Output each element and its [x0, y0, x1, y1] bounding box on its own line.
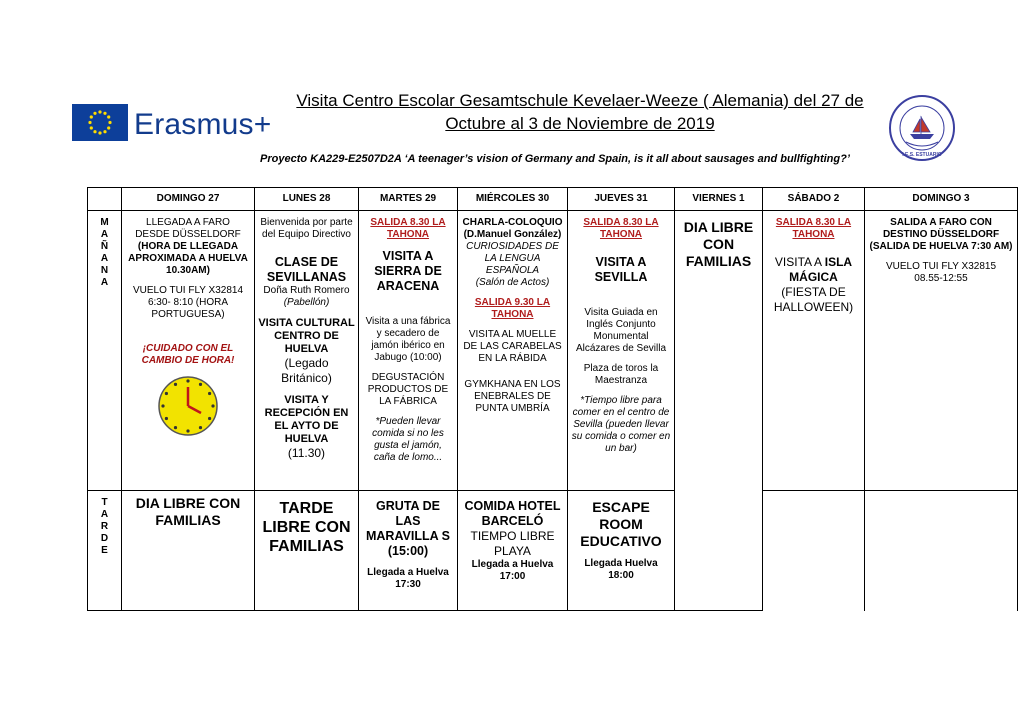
cell-text: (11.30) [287, 446, 326, 460]
day-header: VIERNES 1 [675, 188, 763, 211]
morning-row [88, 211, 1018, 491]
day-header: JUEVES 31 [568, 188, 675, 211]
eu-stars-icon [72, 104, 128, 141]
cell-tuesday-29-afternoon [359, 491, 458, 611]
cell-thursday-31-morning [568, 211, 675, 491]
cell-text: Visita Guiada en Inglés Conjunto Monumental Alcázares de Sevilla [575, 307, 667, 354]
afternoon-letter: E [101, 545, 108, 556]
departure-note: SALIDA 8.30 LA TAHONA [583, 217, 659, 240]
cell-text: DESDE DÜSSELDORF [135, 229, 241, 240]
cell-text: Llegada a Huelva 17:00 [471, 559, 554, 582]
school-seal-logo [888, 94, 956, 162]
erasmus-logo-text: Erasmus+ [134, 108, 272, 141]
cell-text: CLASE DE SEVILLANAS [266, 255, 347, 284]
cell-text: 6:30- 8:10 (HORA PORTUGUESA) [147, 297, 229, 320]
title-line-2: Octubre al 3 de Noviembre de 2019 [445, 114, 715, 133]
cell-text: CURIOSIDADES DE LA LENGUA ESPAÑOLA [466, 241, 559, 276]
cell-wednesday-30-afternoon [458, 491, 568, 611]
afternoon-letter: T [101, 497, 108, 508]
clock-icon [157, 375, 219, 437]
cell-text: Doña Ruth Romero [263, 285, 350, 296]
afternoon-label [88, 491, 122, 611]
cell-saturday-2-afternoon [763, 491, 865, 611]
day-header: SÁBADO 2 [763, 188, 865, 211]
day-header: MARTES 29 [359, 188, 458, 211]
cell-text: (Pabellón) [283, 297, 330, 308]
cell-text: GRUTA DE LAS MARAVILLA S (15:00) [365, 499, 451, 558]
cell-text: VISITA A [774, 255, 825, 269]
morning-letter: A [100, 253, 109, 264]
departure-note: SALIDA 9.30 LA TAHONA [474, 297, 551, 320]
cell-text: VUELO TUI FLY X32815 [885, 261, 997, 272]
cell-text: (Salón de Actos) [475, 277, 550, 288]
time-change-warning: ¡CUIDADO CON EL CAMBIO DE HORA! [141, 343, 235, 366]
cell-text: VISITA AL MUELLE DE LAS CARABELAS EN LA RÁBIDA [463, 329, 562, 364]
cell-text: 08.55-12:55 [914, 273, 968, 284]
cell-text: Llegada a Huelva 17:30 [367, 567, 449, 590]
day-header: LUNES 28 [255, 188, 359, 211]
cell-friday-1 [675, 211, 763, 611]
cell-text: VISITA A SEVILLA [594, 255, 648, 284]
cell-text: *Tiempo libre para comer en el centro de Sevilla (pueden llevar su comida o comer en un bar) [571, 395, 671, 454]
cell-text: Bienvenida por parte del Equipo Directivo [260, 217, 353, 240]
cell-text: ISLA MÁGICA [789, 255, 853, 284]
cell-text: VISITA A SIERRA DE ARACENA [374, 249, 442, 293]
cell-saturday-2-morning [763, 211, 865, 491]
cell-text: (SALIDA DE HUELVA 7:30 AM) [869, 241, 1013, 252]
cell-text: TIEMPO LIBRE PLAYA [470, 529, 555, 558]
project-subtitle: Proyecto KA229-E2507D2A ‘A teenager’s vision of Germany and Spain, is it all about sausages and bullfighting?’ [260, 153, 850, 165]
morning-letter: N [100, 265, 109, 276]
cell-sunday-27-morning [122, 211, 255, 491]
morning-letter: Ñ [100, 241, 109, 252]
cell-text: VISITA CULTURAL CENTRO DE HUELVA [258, 317, 355, 355]
cell-text: CHARLA-COLOQUIO [462, 217, 563, 228]
cell-text: Plaza de toros la Maestranza [583, 363, 659, 386]
cell-sunday-3-afternoon [865, 491, 1018, 611]
title-line-1: Visita Centro Escolar Gesamtschule Kevelaer-Weeze ( Alemania) del 27 de [296, 91, 864, 110]
cell-thursday-31-afternoon [568, 491, 675, 611]
afternoon-letter: D [100, 533, 109, 544]
cell-text: GYMKHANA EN LOS ENEBRALES DE PUNTA UMBRÍA [464, 379, 561, 414]
day-header-row [88, 188, 1018, 211]
cell-text: LLEGADA A FARO [146, 217, 230, 228]
morning-letter: M [100, 217, 109, 228]
day-header: DOMINGO 27 [122, 188, 255, 211]
cell-text: (Legado Británico) [281, 356, 332, 385]
page-title [280, 89, 880, 135]
afternoon-letter: A [100, 509, 109, 520]
cell-wednesday-30-morning [458, 211, 568, 491]
cell-text: (D.Manuel González) [463, 229, 562, 240]
schedule-table [87, 187, 1018, 611]
cell-text: SALIDA A FARO CON DESTINO DÜSSELDORF [882, 217, 1000, 240]
cell-text: DIA LIBRE CON FAMILIAS [135, 495, 241, 528]
cell-text: Llegada Huelva 18:00 [584, 558, 658, 581]
cell-text: DEGUSTACIÓN PRODUCTOS DE LA FÁBRICA [367, 372, 449, 407]
eu-flag-logo [72, 104, 128, 141]
afternoon-row [88, 491, 1018, 611]
cell-sunday-27-afternoon [122, 491, 255, 611]
day-header: MIÉRCOLES 30 [458, 188, 568, 211]
cell-text: VISITA Y RECEPCIÓN EN EL AYTO DE HUELVA [264, 394, 349, 445]
cell-sunday-3-morning [865, 211, 1018, 491]
cell-monday-28-afternoon [255, 491, 359, 611]
cell-text: (FIESTA DE HALLOWEEN) [773, 285, 854, 314]
cell-text: (HORA DE LLEGADA APROXIMADA A HUELVA 10.30AM) [128, 241, 248, 276]
cell-text: VUELO TUI FLY X32814 [132, 285, 244, 296]
cell-text: Visita a una fábrica y secadero de jamón ibérico en Jabugo (10:00) [365, 316, 451, 363]
day-header: DOMINGO 3 [865, 188, 1018, 211]
cell-text: TARDE LIBRE CON FAMILIAS [262, 500, 351, 555]
departure-note: SALIDA 8.30 LA TAHONA [775, 217, 852, 240]
morning-label [88, 211, 122, 491]
corner-cell [88, 188, 122, 211]
cell-text: *Pueden llevar comida si no les gusta el jamón, caña de lomo... [372, 416, 444, 463]
cell-text: ESCAPE ROOM EDUCATIVO [580, 499, 662, 549]
cell-text: DIA LIBRE CON FAMILIAS [683, 219, 754, 269]
cell-tuesday-29-morning [359, 211, 458, 491]
morning-letter: A [100, 277, 109, 288]
cell-text: COMIDA HOTEL BARCELÓ [464, 499, 561, 528]
seal-text: I.E.S. ESTUARIO [902, 152, 942, 158]
afternoon-letter: R [100, 521, 109, 532]
morning-letter: A [100, 229, 109, 240]
departure-note: SALIDA 8.30 LA TAHONA [370, 217, 446, 240]
cell-monday-28-morning [255, 211, 359, 491]
